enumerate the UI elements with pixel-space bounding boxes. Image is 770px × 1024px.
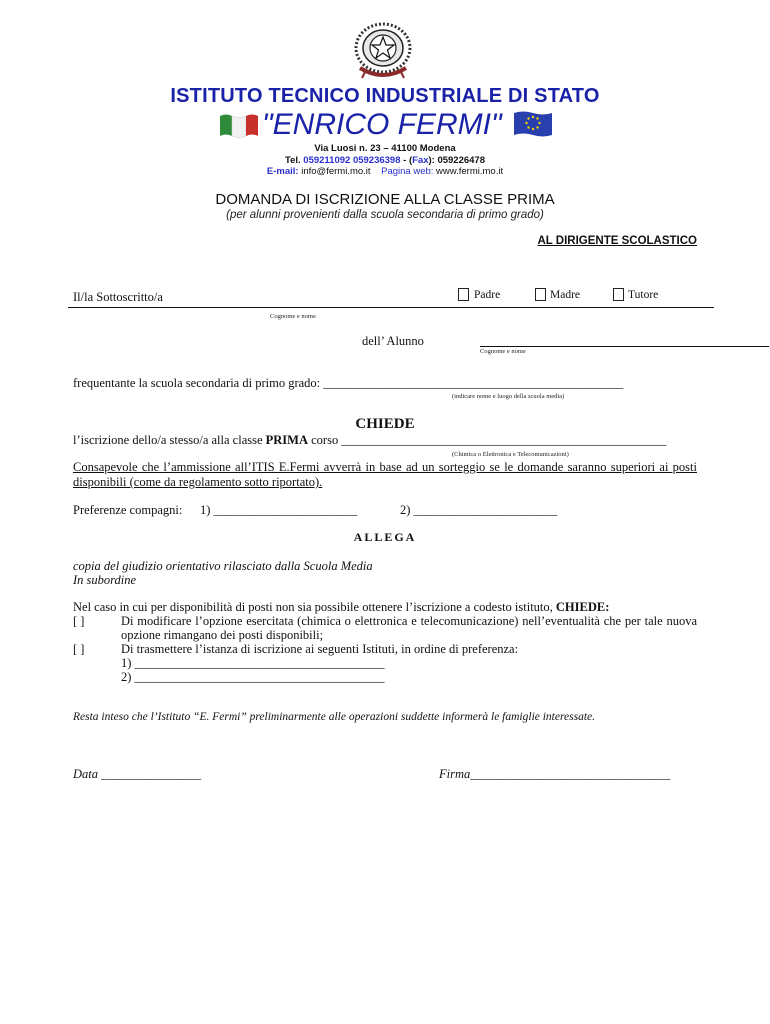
nel-caso-paragraph: [73, 600, 609, 615]
web-value[interactable]: www.fermi.mo.it: [436, 166, 504, 177]
chiede-heading: CHIEDE: [355, 416, 415, 432]
consapevole-paragraph: Consapevole che l’ammissione all’ITIS E.Fermi avverrà in base ad un sorteggio se le domande saranno superiori ai posti disponibili (come da regolamento sotto riportato).: [73, 460, 697, 489]
school-phone-line: [0, 155, 770, 166]
padre-checkbox[interactable]: [458, 288, 469, 301]
email-value[interactable]: info@fermi.mo.it: [301, 166, 371, 177]
email-label: E-mail:: [266, 166, 299, 177]
european-union-flag-icon: [513, 110, 553, 137]
padre-label: Padre: [474, 289, 501, 301]
sottoscritto-label: Il/la Sottoscritto/a: [73, 290, 163, 304]
allega-line-2: In subordine: [73, 573, 137, 587]
madre-label: Madre: [550, 289, 581, 301]
preferenze-label: Preferenze compagni:: [73, 503, 183, 517]
nel-caso-text: Nel caso in cui per disponibilità di posti non sia possibile ottenere l’iscrizione a codesto istituto,: [73, 600, 556, 614]
nel-caso-bold: CHIEDE:: [555, 600, 610, 614]
iscrizione-bold: PRIMA: [265, 433, 308, 447]
fax-label: Fax: [412, 155, 429, 166]
fax-prefix: - (: [403, 155, 413, 166]
allega-line-1: copia del giudizio orientativo rilasciato dalla Scuola Media: [73, 559, 373, 573]
alunno-hint: Cognome e nome: [480, 348, 526, 355]
italian-flag-icon: [218, 112, 260, 138]
option-1-text: Di modificare l’opzione esercitata (chimica o elettronica e telecomunicazione) nell’eventualità che per tale nuova opzione rimangano dei posti disponibili;: [121, 614, 697, 642]
preferenza-2-field[interactable]: 2) _______________________: [400, 503, 558, 517]
istituto-choice-1[interactable]: 1) ________________________________________: [121, 656, 385, 670]
corso-hint: (Chimica o Elettronica e Telecomunicazioni): [452, 451, 569, 458]
iscrizione-suffix: corso ____________________________________________________: [308, 433, 667, 447]
iscrizione-prefix: l’iscrizione dello/a stesso/a alla classe: [73, 433, 266, 447]
alunno-label: dell’ Alunno: [362, 334, 424, 348]
fax-number: ): 059226478: [428, 155, 486, 166]
school-address: Via Luosi n. 23 – 41100 Modena: [314, 143, 456, 154]
istituto-choice-2[interactable]: 2) ________________________________________: [121, 670, 385, 684]
data-field[interactable]: Data ________________: [73, 767, 202, 781]
iscrizione-line[interactable]: [73, 433, 666, 448]
alunno-underline[interactable]: [480, 346, 769, 347]
sottoscritto-underline[interactable]: [68, 307, 714, 308]
resta-inteso-note: Resta inteso che l’Istituto “E. Fermi” preliminarmente alle operazioni suddette informerà le famiglie interessate.: [73, 711, 596, 723]
scuola-hint: (indicare nome e luogo della scuola media): [452, 393, 565, 400]
option-1-checkbox[interactable]: [ ]: [73, 614, 85, 628]
preferenza-1-field[interactable]: 1) _______________________: [200, 503, 358, 517]
document-subtitle: (per alunni provenienti dalla scuola secondaria di primo grado): [226, 209, 544, 221]
tutore-checkbox[interactable]: [613, 288, 624, 301]
italian-republic-emblem-icon: [352, 18, 414, 82]
firma-field[interactable]: Firma________________________________: [439, 767, 671, 781]
addressee-heading: AL DIRIGENTE SCOLASTICO: [537, 235, 697, 247]
web-label: Pagina web:: [381, 166, 434, 177]
sottoscritto-hint: Cognome e nome: [270, 313, 316, 320]
option-2-checkbox[interactable]: [ ]: [73, 642, 85, 656]
school-motto-name: "ENRICO FERMI": [262, 108, 502, 141]
tel-label: Tel.: [284, 155, 301, 166]
school-contact-line: [0, 166, 770, 177]
scuola-field[interactable]: frequentante la scuola secondaria di primo grado: ________________________________________________: [73, 376, 624, 390]
document-title: DOMANDA DI ISCRIZIONE ALLA CLASSE PRIMA: [215, 191, 555, 208]
option-2-text: Di trasmettere l’istanza di iscrizione ai seguenti Istituti, in ordine di preferenza:: [121, 642, 519, 656]
madre-checkbox[interactable]: [535, 288, 546, 301]
tel-numbers: 059211092 059236398: [303, 155, 401, 166]
tutore-label: Tutore: [628, 289, 659, 301]
allega-heading: ALLEGA: [353, 530, 417, 544]
school-name: ISTITUTO TECNICO INDUSTRIALE DI STATO: [170, 85, 600, 107]
